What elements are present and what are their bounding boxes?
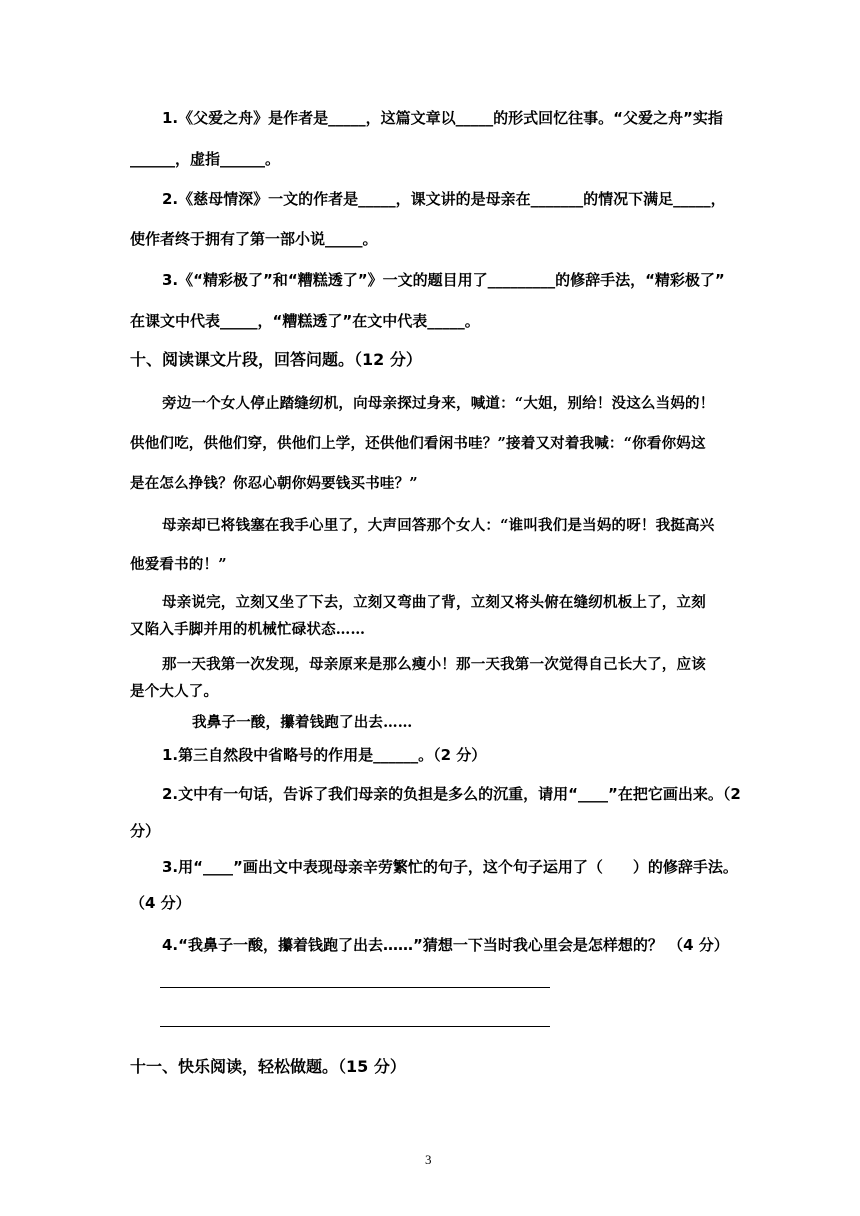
question-3-line-2: 在课文中代表_____，“糟糕透了”在文中代表_____。 (130, 312, 480, 330)
section-10-question-4: 4.“我鼻子一酸，攥着钱跑了出去……”猜想一下当时我心里会是怎样想的？ （4 分） (162, 936, 729, 954)
question-3-line-1: 3.《“精彩极了”和“糟糕透了”》一文的题目用了_________的修辞手法，“精彩极了” (162, 271, 725, 289)
page-number: 3 (425, 1152, 432, 1167)
section-10-heading: 十、阅读课文片段，回答问题。（12 分） (130, 350, 422, 369)
section-10-question-2-line-1: 2.文中有一句话，告诉了我们母亲的负担是多么的沉重，请用“____”在把它画出来。（2 (162, 785, 741, 803)
passage-p3-line-2: 又陷入手脚并用的机械忙碌状态…… (130, 621, 366, 638)
passage-p2-line-2: 他爱看书的！” (130, 556, 227, 573)
passage-p2-line-1: 母亲却已将钱塞在我手心里了，大声回答那个女人：“谁叫我们是当妈的呀！我挺高兴 (162, 517, 715, 534)
answer-line-1[interactable] (160, 987, 550, 988)
question-1-line-1: 1.《父爱之舟》是作者是_____，这篇文章以_____的形式回忆往事。“父爱之舟”实指 (162, 109, 723, 127)
question-2-line-2: 使作者终于拥有了第一部小说_____。 (130, 230, 378, 248)
passage-p4-line-2: 是个大人了。 (130, 683, 219, 700)
passage-p1-line-2: 供他们吃，供他们穿，供他们上学，还供他们看闲书哇？”接着又对着我喊：“你看你妈这 (130, 435, 706, 452)
section-10-question-2-line-2: 分） (130, 822, 161, 840)
question-1-line-2: ______，虚指______。 (130, 150, 281, 168)
question-2-line-1: 2.《慈母情深》一文的作者是_____，课文讲的是母亲在_______的情况下满足_____， (162, 190, 726, 208)
section-10-question-3-line-2: （4 分） (130, 894, 191, 912)
answer-line-2[interactable] (160, 1026, 550, 1027)
passage-p5-line-1: 我鼻子一酸，攥着钱跑了出去…… (192, 714, 413, 731)
passage-p1-line-1: 旁边一个女人停止踏缝纫机，向母亲探过身来，喊道：“大姐，别给！没这么当妈的！ (162, 395, 715, 412)
passage-p3-line-1: 母亲说完，立刻又坐了下去，立刻又弯曲了背，立刻又将头俯在缝纫机板上了，立刻 (162, 594, 706, 611)
passage-p4-line-1: 那一天我第一次发现，母亲原来是那么瘦小！那一天我第一次觉得自己长大了，应该 (162, 656, 706, 673)
passage-p1-line-3: 是在怎么挣钱？你忍心朝你妈要钱买书哇？” (130, 475, 418, 492)
section-11-heading: 十一、快乐阅读，轻松做题。（15 分） (130, 1057, 406, 1076)
section-10-question-3-line-1: 3.用“____”画出文中表现母亲辛劳繁忙的句子，这个句子运用了（ ）的修辞手法。 (162, 858, 738, 876)
section-10-question-1: 1.第三自然段中省略号的作用是______。（2 分） (162, 746, 487, 764)
